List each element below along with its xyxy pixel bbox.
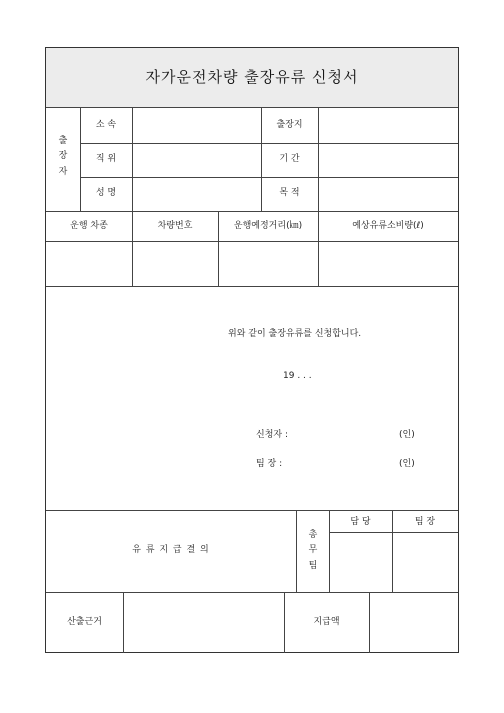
planned-distance-header: 운행예정거리(㎞) bbox=[233, 221, 303, 231]
staff-signature-box[interactable] bbox=[330, 533, 391, 591]
applicant-seal: (인) bbox=[399, 430, 415, 440]
divider bbox=[46, 211, 458, 212]
general-team-char: 팀 bbox=[308, 560, 318, 571]
fuel-payment-resolution: 유 류 지 급 결 의 bbox=[132, 545, 210, 555]
divider bbox=[46, 286, 458, 287]
traveler-label-char: 장 bbox=[58, 151, 68, 162]
leader-signature-box[interactable] bbox=[393, 533, 457, 591]
vehicle-type-header: 운행 차종 bbox=[70, 221, 108, 231]
expected-fuel-field[interactable] bbox=[319, 242, 457, 285]
divider bbox=[296, 510, 297, 592]
general-team-char: 총 bbox=[308, 530, 318, 540]
position-field[interactable] bbox=[133, 144, 260, 176]
general-affairs-team-label bbox=[298, 528, 328, 574]
request-date[interactable]: 19 . . . bbox=[283, 371, 312, 381]
expected-fuel-header: 예상유류소비량(ℓ) bbox=[352, 221, 424, 231]
destination-field[interactable] bbox=[319, 108, 457, 142]
leader-name-field[interactable] bbox=[308, 456, 394, 472]
purpose-field[interactable] bbox=[319, 178, 457, 210]
name-field[interactable] bbox=[133, 178, 260, 210]
vehicle-number-field[interactable] bbox=[133, 242, 217, 285]
position-label: 직 위 bbox=[95, 154, 117, 164]
divider bbox=[46, 510, 458, 511]
traveler-label-char: 자 bbox=[58, 166, 68, 177]
approval-leader-label: 팀 장 bbox=[414, 517, 436, 527]
period-field[interactable] bbox=[319, 144, 457, 176]
destination-label: 출장지 bbox=[276, 120, 303, 130]
name-label: 성 명 bbox=[95, 188, 117, 198]
form-title: 자가운전차량 출장유류 신청서 bbox=[145, 68, 359, 86]
leader-seal: (인) bbox=[399, 459, 415, 469]
calculation-basis-label: 산출근거 bbox=[67, 617, 102, 627]
purpose-label: 목 적 bbox=[279, 188, 300, 198]
affiliation-field[interactable] bbox=[133, 108, 260, 142]
calculation-basis-field[interactable] bbox=[124, 593, 283, 652]
approval-staff-label: 담 당 bbox=[350, 517, 371, 527]
planned-distance-field[interactable] bbox=[219, 242, 317, 285]
affiliation-label: 소 속 bbox=[95, 120, 117, 130]
applicant-label: 신청자 : bbox=[256, 430, 288, 440]
traveler-label-char: 출 bbox=[58, 136, 68, 146]
period-label: 기 간 bbox=[279, 154, 300, 164]
fuel-request-form bbox=[45, 47, 459, 653]
leader-label: 팀 장 : bbox=[256, 459, 283, 469]
general-team-char: 무 bbox=[308, 545, 318, 556]
applicant-name-field[interactable] bbox=[308, 427, 394, 443]
payment-amount-label: 지급액 bbox=[313, 617, 340, 627]
request-statement: 위와 같이 출장유류를 신청합니다. bbox=[228, 329, 362, 339]
traveler-label bbox=[51, 134, 75, 180]
payment-amount-field[interactable] bbox=[370, 593, 457, 652]
vehicle-number-header: 차량번호 bbox=[157, 221, 193, 231]
vehicle-type-field[interactable] bbox=[47, 242, 131, 285]
